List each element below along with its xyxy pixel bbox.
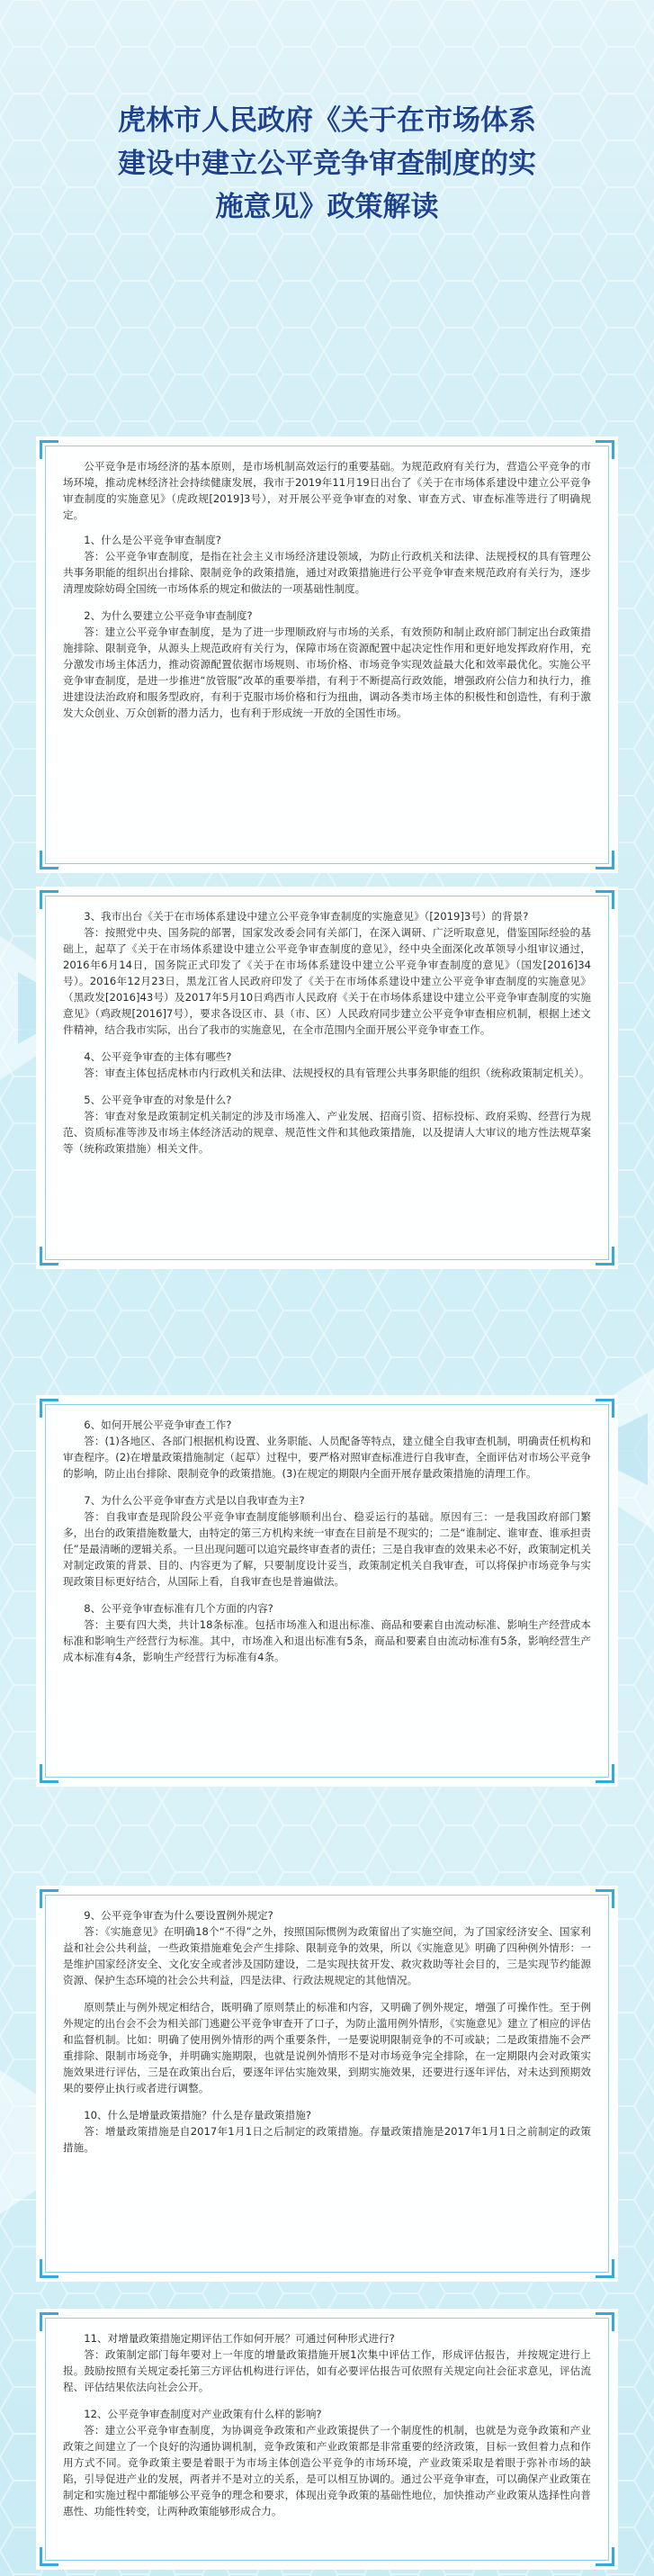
answer: 答：审查对象是政策制定机关制定的涉及市场准入、产业发展、招商引资、招标投标、政府采购、经营行为规范、资质标准等涉及市场主体经济活动的规章、规范性文件和其他政策措施，以及提请人大审议的地方性法规草案等（统称政策措施）相关文件。 [63,1110,591,1155]
qa-item [63,1092,591,1157]
question: 9、公平竞争审查为什么要设置例外规定? [84,1909,273,1922]
title-line-1: 虎林市人民政府《关于在市场体系 [118,104,536,137]
qa-item [63,1999,591,2096]
answer: 答：建立公平竞争审查制度，是为了进一步理顺政府与市场的关系，有效预防和制止政府部门制定出台政策措施排除、限制竞争，从源头上规范政府有关行为，保障市场在资源配置中起决定性作用和更好地发挥政府作用，充分激发市场主体活力，推动资源配置依据市场规则、市场价格、市场竞争实现效益最大化和效率最优化。实施公平竞争审查制度，是进一步推进“放管服”改革的重要举措，有利于不断提高行政效能，增强政府公信力和执行力，推进建设法治政府和服务型政府，有利于克服市场价格和行为扭曲，调动各类市场主体的积极性和创造性，有利于激发大众创业、万众创新的潜力活力，也有利于形成统一开放的全国性市场。 [63,626,591,719]
question: 1、什么是公平竞争审查制度? [84,534,221,546]
question: 4、公平竞争审查的主体有哪些? [84,1050,232,1063]
answer: 答：按照党中央、国务院的部署，国家发改委会同有关部门，在深入调研、广泛听取意见，借鉴国际经验的基础上，起草了《关于在市场体系建设中建立公平竞争审查制度的意见》，经中央全面深化改革领导小组审议通过，2016年6月14日，国务院正式印发了《关于在市场体系建设中建立公平竞争审查制度的意见》（国发[2016]34号）。2016年12月23日，黑龙江省人民政府印发了《关于在市场体系建设中建立公平竞争审查制度的实施意见》（黑政发[2016]43号）及2017年5月10日鸡西市人民政府《关于在市场体系建设中建立公平竞争审查制度的实施意见》（鸡政规[2016]7号），要求各设区市、县（市、区）人民政府同步建立公平竞争审查相应机制，根据上述文件精神，结合我市实际，出台了我市的实施意见，在全市范围内全面开展公平竞争审查工作。 [63,926,591,1036]
qa-item [63,1492,591,1590]
answer: 答：审查主体包括虎林市内行政机关和法律、法规授权的具有管理公共事务职能的组织（统称政策制定机关）。 [84,1067,590,1079]
question: 5、公平竞争审查的对象是什么? [84,1094,232,1106]
answer: 答：建立公平竞争审查制度，为协调竞争政策和产业政策提供了一个制度性的机制，也就是为竞争政策和产业政策之间建立了一个良好的沟通协调机制，竞争政策和产业政策都是非常重要的经济政策，目标一致但着力点和作用方式不同。竞争政策主要是着眼于为市场主体创造公平竞争的市场环境，产业政策采取是着眼于弥补市场的缺陷，引导促进产业的发展，两者并不是对立的关系，是可以相互协调的。通过公平竞争审查，可以确保产业政策在制定和实施过程中都能够公平竞争的理念和要求，体现出竞争政策的基础性地位，加快推动产业政策从选择性向普惠性、功能性转变，让两种政策能够形成合力。 [63,2424,591,2517]
qa-item [63,1907,591,1988]
answer: 答：《实施意见》在明确18个“不得”之外，按照国际惯例为政策留出了实施空间，为了国家经济安全、国家利益和社会公共利益，一些政策措施难免会产生排除、限制竞争的效果，所以《实施意见》明确了四种例外情形：一是维护国家经济安全、文化安全或者涉及国防建设，二是实现扶贫开发、救灾救助等社会目的，三是实现节约能源资源、保护生态环境的社会公共利益，四是法律、行政法规规定的其他情况。 [63,1925,591,1986]
qa-item [63,2107,591,2156]
qa-item [63,608,591,721]
answer: 答：政策制定部门每年要对上一年度的增量政策措施开展1次集中评估工作，形成评估报告，并按规定进行上报。鼓励按照有关规定委托第三方评估机构进行评估，如有必要评估报告可依照有关规定向社会征求意见，评估流程、评估结果依法向社会公开。 [63,2348,591,2393]
answer: 原则禁止与例外规定相结合，既明确了原则禁止的标准和内容，又明确了例外规定，增强了可操作性。至于例外规定的出台会不会为相关部门逃避公平竞争审查开了口子，为防止滥用例外情形，《实施意见》建立了相应的评估和监督机制。比如：明确了使用例外情形的两个重要条件，一是要说明限制竞争的不可或缺；二是政策措施不会严重排除、限制市场竞争，并明确实施期限，也就是说例外情形不是对市场竞争完全排除，在一定期限内会对政策实施效果进行评估，三是在政策出台后，要逐年评估实施效果，到期实施效果，还要进行逐年评估，对未达到预期效果的要停止执行或者进行调整。 [63,2001,591,2094]
qa-item [63,532,591,597]
title-line-3: 施意见》政策解读 [215,191,439,223]
qa-item [63,1049,591,1081]
card-2 [36,887,618,1269]
question: 11、对增量政策措施定期评估工作如何开展？可通过何种形式进行? [84,2332,395,2345]
answer: 答：增量政策措施是自2017年1月1日之后制定的政策措施。存量政策措施是2017年1月1日之前制定的政策措施。 [63,2125,591,2154]
question: 2、为什么要建立公平竞争审查制度? [84,609,253,622]
qa-item [63,908,591,1038]
answer: 答：(1)各地区、各部门根据机构设置、业务职能、人员配备等特点，建立健全自我审查机制，明确责任机构和审查程序。(2)在增量政策措施制定（起草）过程中，要严格对照审查标准进行自我审查，全面评估对市场公平竞争的影响，防止出台排除、限制竞争的政策措施。(3)在规定的期限内全面开展存量政策措施的清理工作。 [63,1435,591,1480]
question: 8、公平竞争审查标准有几个方面的内容? [84,1602,273,1615]
qa-item [63,1417,591,1482]
card-3 [36,1395,618,1787]
card-5 [36,2309,618,2570]
answer: 答：主要有四大类，共计18条标准。包括市场准入和退出标准、商品和要素自由流动标准、影响生产经营成本标准和影响生产经营行为标准。其中，市场准入和退出标准有5条，商品和要素自由流动标准有5条，影响经营生产成本标准有4条，影响生产经营行为标准有4条。 [63,1618,591,1663]
qa-item [63,2406,591,2519]
answer: 答：自我审查是现阶段公平竞争审查制度能够顺利出台、稳妥运行的基础。原因有三：一是我国政府部门繁多，出台的政策措施数量大，由特定的第三方机构来统一审查在目前是不现实的；二是“谁制定、谁审查、谁承担责任”是最清晰的逻辑关系。一旦出现问题可以追究最终审查者的责任；三是自我审查的效果未必不好，政策制定机关对制定政策的背景、目的、内容更为了解，只要制度设计妥当，政策制定机关自我审查，可以将保护市场竞争与实现政策目标更好结合，从国际上看，自我审查也是普遍做法。 [63,1510,591,1588]
question: 10、什么是增量政策措施？什么是存量政策措施? [84,2109,311,2121]
page-title [0,99,654,229]
question: 3、我市出台《关于在市场体系建设中建立公平竞争审查制度的实施意见》（[2019]3号）的背景? [84,910,529,923]
answer: 答：公平竞争审查制度，是指在社会主义市场经济建设领域，为防止行政机关和法律、法规授权的具有管理公共事务职能的组织出台排除、限制竞争的政策措施，通过对政策措施进行公平竞争审查来规范政府有关行为，逐步清理废除妨碍全国统一市场体系的规定和做法的一项基础性制度。 [63,550,591,595]
card-4 [36,1886,618,2282]
question: 6、如何开展公平竞争审查工作? [84,1419,232,1431]
qa-item [63,2330,591,2395]
card-1 [36,437,618,873]
question: 7、为什么公平竞争审查方式是以自我审查为主? [84,1494,305,1507]
title-line-2: 建设中建立公平竞争审查制度的实 [118,148,536,180]
qa-item [63,1600,591,1665]
question: 12、公平竞争审查制度对产业政策有什么样的影响? [84,2408,322,2420]
intro-paragraph: 公平竞争是市场经济的基本原则，是市场机制高效运行的重要基础。为规范政府有关行为，营造公平竞争的市场环境，推动虎林经济社会持续健康发展，我市于2019年11月19日出台了《关于在市场体系建设中建立公平竞争审查制度的实施意见》（虎政规[2019]3号），对开展公平竞争审查的对象、审查方式、审查标准等进行了明确规定。 [63,460,591,521]
